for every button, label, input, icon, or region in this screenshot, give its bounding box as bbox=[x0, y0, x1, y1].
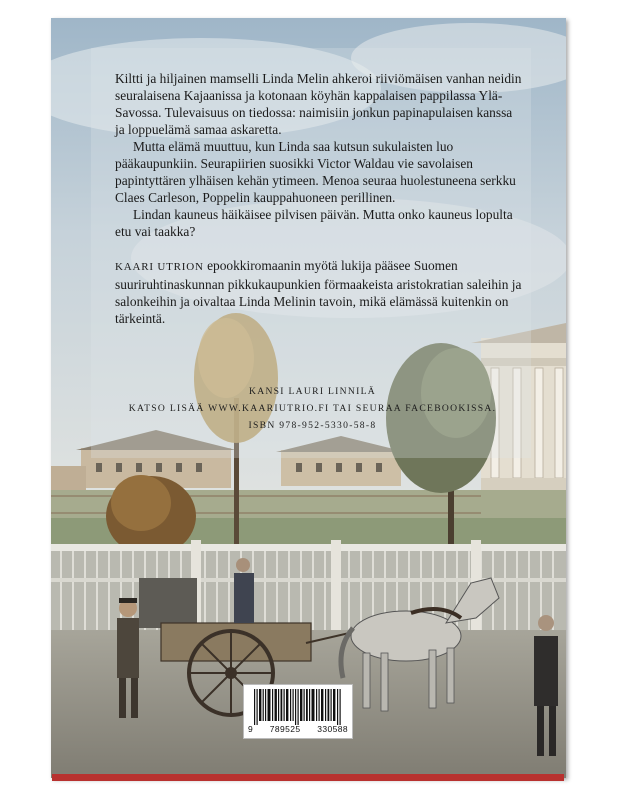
isbn-line: ISBN 978-952-5330-58-8 bbox=[248, 420, 377, 431]
cover-bottom-strip bbox=[52, 774, 564, 781]
barcode-digit-first: 9 bbox=[248, 724, 254, 734]
author-paragraph bbox=[115, 257, 525, 327]
barcode-digits bbox=[248, 724, 348, 734]
barcode-group-left: 789525 bbox=[269, 724, 301, 734]
blurb-paragraph-3: Lindan kauneus häikäisee pilvisen päivän. Mutta onko kauneus lopulta etu vai taakka? bbox=[115, 207, 513, 239]
cover-art-credit: KANSI LAURI LINNILÄ bbox=[248, 386, 377, 397]
credits bbox=[120, 383, 505, 434]
website-line: KATSO LISÄÄ WWW.KAARIUTRIO.FI TAI SEURAA FACEBOOKISSA. bbox=[128, 403, 497, 414]
barcode-bars bbox=[244, 687, 352, 727]
author-name: KAARI UTRION bbox=[115, 261, 204, 273]
blurb-paragraph-1: Kiltti ja hiljainen mamselli Linda Melin ahkeroi riiviömäisen vanhan neidin seuralaisena Kajaanissa ja kotonaan köyhän kappalaisen pappilassa Ylä-Savossa. Tulevaisuus on tiedossa: naimisiin jonkun papinapulaisen kanssa ja loppuelämä samaa askaretta. bbox=[115, 71, 522, 137]
author-text: epookkiromaanin myötä lukija pääsee Suomen suuriruhtinaskunnan pikkukaupunkien förmaakeista aristokratian saleihin ja salonkeihin ja oivaltaa Linda Melinin tavoin, mikä elämässä kuitenkin on tärkeintä. bbox=[115, 258, 522, 326]
blurb-paragraph-2: Mutta elämä muuttuu, kun Linda saa kutsun sukulaisten luo pääkaupunkiin. Seurapiirien suosikki Victor Waldau vie savolaisen papintyttären ylhäisen kehän ytimeen. Menoa seuraa huolestuneena serkku Claes Carleson, Poppelin kauppahuoneen perillinen. bbox=[115, 139, 516, 205]
blurb bbox=[115, 70, 525, 327]
barcode-group-right: 330588 bbox=[317, 724, 348, 734]
barcode bbox=[243, 684, 353, 739]
